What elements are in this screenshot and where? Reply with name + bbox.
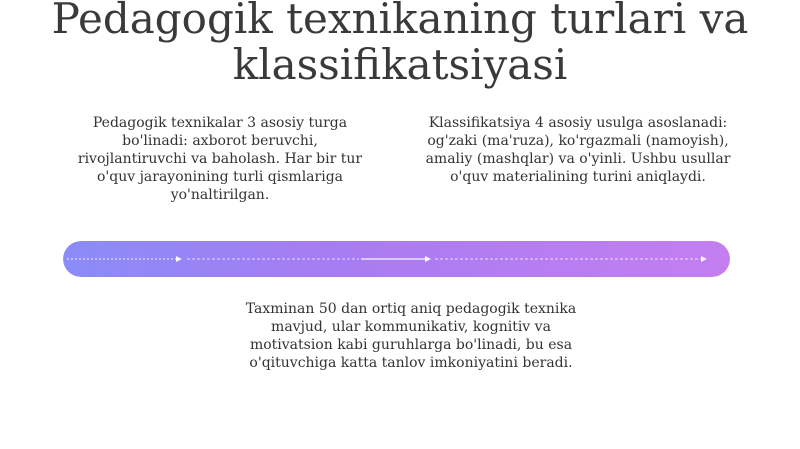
left-text-block: Pedagogik texnikalar 3 asosiy turga bo'linadi: axborot beruvchi, rivojlantiruvchi va baholash. Har bir tur o'quv jarayonining turli qismlariga yo'naltirilgan.: [77, 115, 363, 203]
bottom-text-block: Taxminan 50 dan ortiq aniq pedagogik texnika mavjud, ular kommunikativ, kognitiv va motivatsion kabi guruhlarga bo'linadi, bu esa o'qituvchiga katta tanlov imkoniyatini beradi.: [245, 301, 577, 371]
slide-title: Pedagogik texnikaning turlari va klassifikatsiyasi: [51, 0, 749, 89]
timeline-bar: [63, 241, 730, 277]
timeline-graphic: [63, 241, 730, 277]
right-text-block: Klassifikatsiya 4 asosiy usulga asoslanadi: og'zaki (ma'ruza), ko'rgazmali (namoyish), amaliy (mashqlar) va o'yinli. Ushbu usullar o'quv materialining turini aniqlaydi.: [425, 115, 731, 185]
